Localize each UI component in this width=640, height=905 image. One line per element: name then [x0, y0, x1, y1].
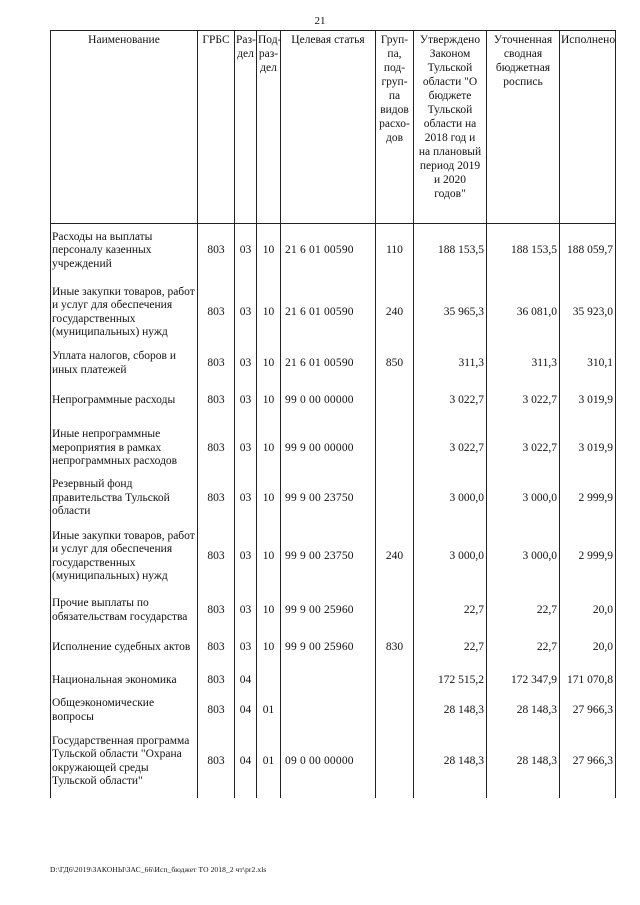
header-podrazdel: Под- раз- дел [257, 31, 281, 224]
cell-podrazdel: 10 [257, 592, 281, 630]
cell-grbs: 803 [198, 592, 235, 630]
cell-approved: 172 515,2 [414, 666, 487, 696]
cell-name: Исполнение судебных актов [51, 630, 198, 666]
cell-grbs: 803 [198, 522, 235, 592]
cell-target: 09 0 00 00000 [281, 726, 376, 798]
cell-group [376, 696, 414, 726]
header-executed: Исполнено [560, 31, 616, 224]
cell-revised: 28 148,3 [487, 726, 560, 798]
cell-revised: 3 022,7 [487, 422, 560, 476]
budget-table [50, 30, 616, 798]
cell-executed: 310,1 [560, 348, 616, 380]
cell-executed: 2 999,9 [560, 522, 616, 592]
cell-grbs: 803 [198, 224, 235, 278]
cell-revised: 311,3 [487, 348, 560, 380]
cell-grbs: 803 [198, 278, 235, 348]
cell-group: 830 [376, 630, 414, 666]
cell-razdel: 03 [235, 522, 257, 592]
cell-revised: 28 148,3 [487, 696, 560, 726]
cell-name: Национальная экономика [51, 666, 198, 696]
table-header-row [51, 31, 616, 224]
cell-target: 99 9 00 23750 [281, 476, 376, 522]
cell-razdel: 04 [235, 696, 257, 726]
file-path-footer: D:\ГД6\2019\ЗАКОНЫ\ЗАС_66\Исп_бюджет ТО 2018_2 чт\pr2.xls [50, 865, 267, 874]
cell-approved: 3 022,7 [414, 380, 487, 422]
cell-group [376, 592, 414, 630]
cell-approved: 28 148,3 [414, 696, 487, 726]
cell-razdel: 04 [235, 666, 257, 696]
cell-razdel: 04 [235, 726, 257, 798]
cell-podrazdel: 10 [257, 380, 281, 422]
header-target: Целевая статья [281, 31, 376, 224]
cell-target: 99 9 00 00000 [281, 422, 376, 476]
cell-podrazdel: 10 [257, 422, 281, 476]
cell-revised: 22,7 [487, 630, 560, 666]
cell-executed: 35 923,0 [560, 278, 616, 348]
cell-approved: 311,3 [414, 348, 487, 380]
cell-razdel: 03 [235, 224, 257, 278]
cell-razdel: 03 [235, 348, 257, 380]
cell-group: 240 [376, 522, 414, 592]
table-body [51, 224, 616, 798]
cell-name: Общеэкономические вопросы [51, 696, 198, 726]
cell-approved: 3 000,0 [414, 476, 487, 522]
cell-executed: 3 019,9 [560, 422, 616, 476]
cell-group [376, 726, 414, 798]
cell-revised: 172 347,9 [487, 666, 560, 696]
cell-executed: 171 070,8 [560, 666, 616, 696]
cell-executed: 2 999,9 [560, 476, 616, 522]
table-row [51, 726, 616, 798]
cell-approved: 22,7 [414, 592, 487, 630]
cell-group [376, 476, 414, 522]
cell-podrazdel: 10 [257, 476, 281, 522]
cell-grbs: 803 [198, 666, 235, 696]
cell-executed: 3 019,9 [560, 380, 616, 422]
cell-revised: 22,7 [487, 592, 560, 630]
cell-executed: 27 966,3 [560, 726, 616, 798]
cell-target: 99 9 00 23750 [281, 522, 376, 592]
cell-name: Непрограммные расходы [51, 380, 198, 422]
cell-group [376, 422, 414, 476]
table-row [51, 522, 616, 592]
table-row [51, 696, 616, 726]
cell-podrazdel: 01 [257, 726, 281, 798]
cell-razdel: 03 [235, 476, 257, 522]
cell-name: Иные закупки товаров, работ и услуг для обеспечения государственных (муниципальных) нужд [51, 278, 198, 348]
table-row [51, 422, 616, 476]
cell-revised: 3 000,0 [487, 522, 560, 592]
cell-podrazdel: 10 [257, 630, 281, 666]
cell-razdel: 03 [235, 630, 257, 666]
cell-podrazdel: 10 [257, 224, 281, 278]
cell-podrazdel: 10 [257, 278, 281, 348]
cell-revised: 36 081,0 [487, 278, 560, 348]
cell-approved: 188 153,5 [414, 224, 487, 278]
cell-grbs: 803 [198, 422, 235, 476]
cell-group: 110 [376, 224, 414, 278]
cell-podrazdel: 10 [257, 522, 281, 592]
header-approved: Утверждено Законом Тульской области "О бюджете Тульской области на 2018 год и на плановый период 2019 и 2020 годов" [414, 31, 487, 224]
cell-approved: 3 000,0 [414, 522, 487, 592]
page-number: 21 [314, 15, 326, 27]
cell-approved: 22,7 [414, 630, 487, 666]
table-row [51, 348, 616, 380]
cell-grbs: 803 [198, 726, 235, 798]
cell-revised: 3 022,7 [487, 380, 560, 422]
cell-name: Резервный фонд правительства Тульской области [51, 476, 198, 522]
cell-target: 99 0 00 00000 [281, 380, 376, 422]
cell-target: 21 6 01 00590 [281, 278, 376, 348]
cell-name: Государственная программа Тульской области "Охрана окружающей среды Тульской области" [51, 726, 198, 798]
cell-target: 21 6 01 00590 [281, 224, 376, 278]
cell-revised: 3 000,0 [487, 476, 560, 522]
cell-group [376, 380, 414, 422]
cell-target: 99 9 00 25960 [281, 630, 376, 666]
cell-approved: 35 965,3 [414, 278, 487, 348]
table-row [51, 224, 616, 278]
cell-razdel: 03 [235, 278, 257, 348]
cell-target: 21 6 01 00590 [281, 348, 376, 380]
cell-executed: 27 966,3 [560, 696, 616, 726]
cell-name: Расходы на выплаты персоналу казенных учреждений [51, 224, 198, 278]
cell-executed: 188 059,7 [560, 224, 616, 278]
cell-grbs: 803 [198, 380, 235, 422]
cell-target: 99 9 00 25960 [281, 592, 376, 630]
cell-name: Иные непрограммные мероприятия в рамках непрограммных расходов [51, 422, 198, 476]
cell-name: Уплата налогов, сборов и иных платежей [51, 348, 198, 380]
header-razdel: Раз- дел [235, 31, 257, 224]
cell-group: 850 [376, 348, 414, 380]
cell-name: Прочие выплаты по обязательствам государства [51, 592, 198, 630]
cell-target [281, 666, 376, 696]
cell-approved: 3 022,7 [414, 422, 487, 476]
table-row [51, 476, 616, 522]
cell-razdel: 03 [235, 422, 257, 476]
cell-podrazdel: 01 [257, 696, 281, 726]
cell-name: Иные закупки товаров, работ и услуг для обеспечения государственных (муниципальных) нужд [51, 522, 198, 592]
cell-podrazdel: 10 [257, 348, 281, 380]
cell-grbs: 803 [198, 348, 235, 380]
header-name: Наименование [51, 31, 198, 224]
cell-razdel: 03 [235, 592, 257, 630]
cell-executed: 20,0 [560, 630, 616, 666]
header-revised: Уточненная сводная бюджетная роспись [487, 31, 560, 224]
table-row [51, 592, 616, 630]
cell-approved: 28 148,3 [414, 726, 487, 798]
table-row [51, 630, 616, 666]
cell-podrazdel [257, 666, 281, 696]
table-row [51, 666, 616, 696]
cell-grbs: 803 [198, 696, 235, 726]
cell-group: 240 [376, 278, 414, 348]
cell-executed: 20,0 [560, 592, 616, 630]
header-group: Груп- па, под- груп- па видов расхо- дов [376, 31, 414, 224]
cell-razdel: 03 [235, 380, 257, 422]
header-grbs: ГРБС [198, 31, 235, 224]
cell-group [376, 666, 414, 696]
cell-target [281, 696, 376, 726]
table-row [51, 278, 616, 348]
cell-grbs: 803 [198, 476, 235, 522]
table-row [51, 380, 616, 422]
cell-grbs: 803 [198, 630, 235, 666]
cell-revised: 188 153,5 [487, 224, 560, 278]
